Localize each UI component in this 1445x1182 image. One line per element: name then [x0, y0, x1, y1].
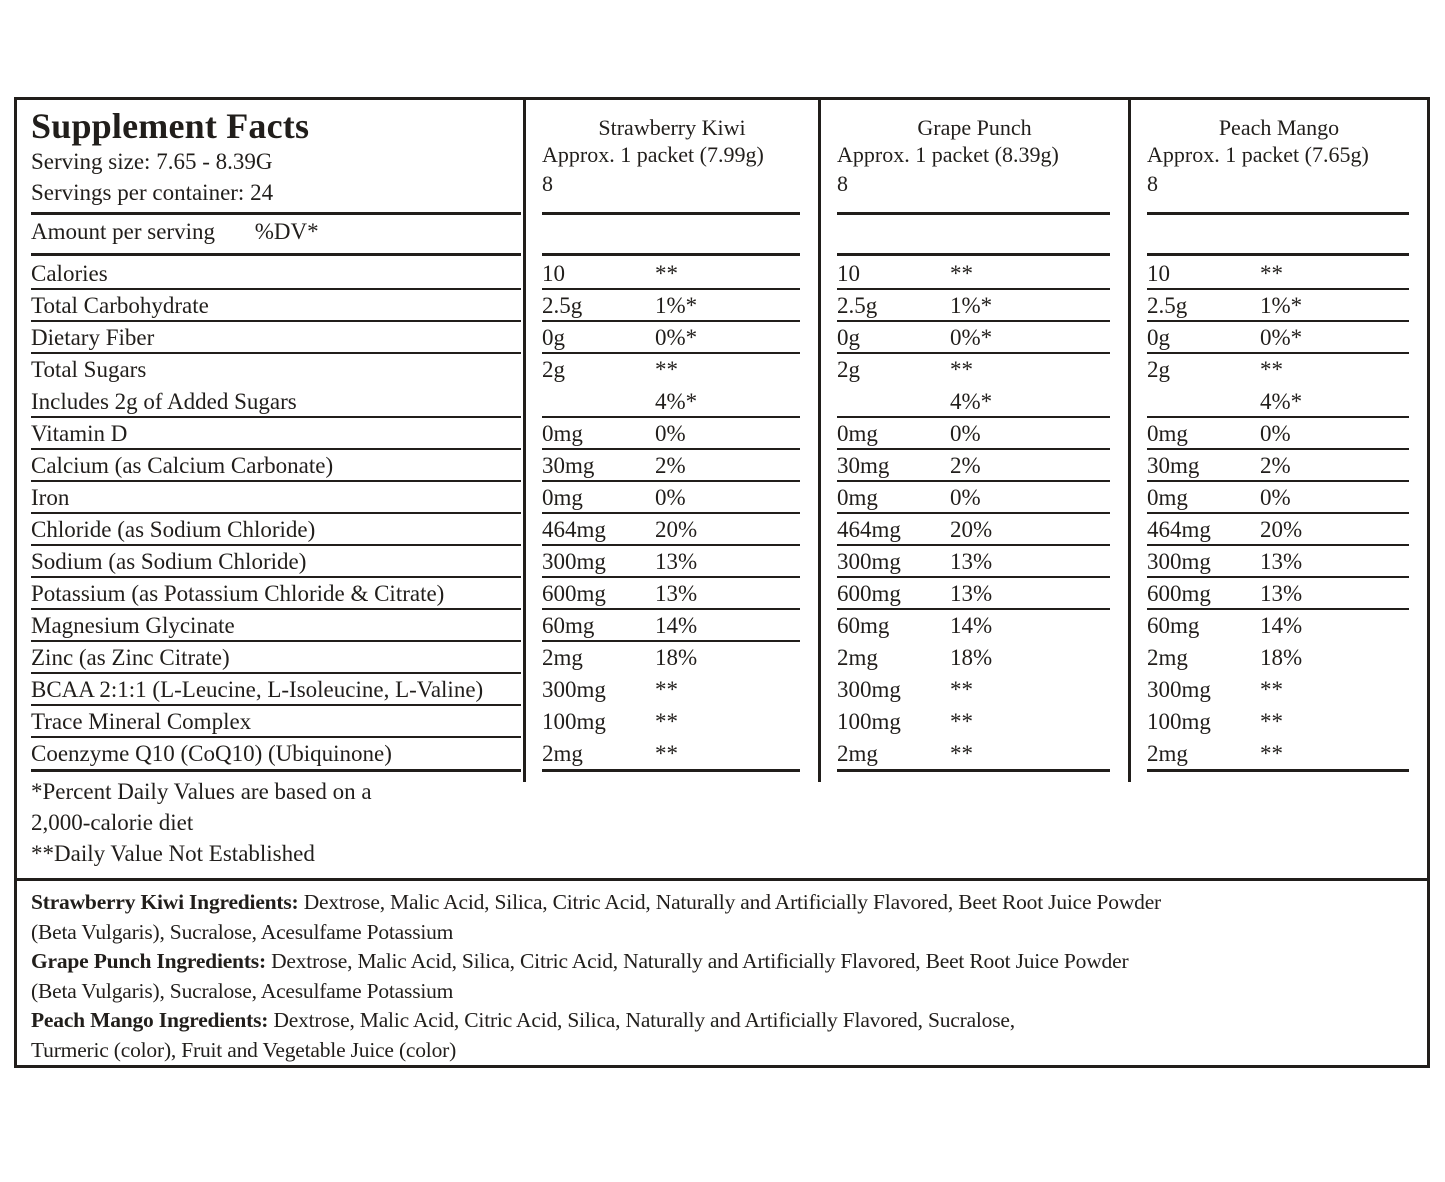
amount-value: 2.5g	[542, 293, 583, 318]
dv-value: 2%	[655, 453, 686, 478]
nutrient-value-row	[526, 706, 818, 738]
dv-value: 1%*	[950, 293, 993, 318]
nutrient-row	[17, 674, 523, 706]
nutrient-value-row	[526, 290, 818, 322]
amount-per-serving-row	[17, 217, 523, 246]
ingredient-line: (Beta Vulgaris), Sucralose, Acesulfame Potassium	[31, 919, 454, 944]
amount-value: 464mg	[837, 517, 901, 542]
nutrient-value-row	[821, 706, 1128, 738]
nutrient-value-row	[1131, 482, 1427, 514]
amount-value: 600mg	[837, 581, 901, 606]
nutrient-value-row	[526, 674, 818, 706]
nutrient-name: Sodium (as Sodium Chloride)	[31, 549, 307, 574]
amount-value: 0mg	[542, 485, 583, 510]
nutrient-name: Trace Mineral Complex	[31, 709, 252, 734]
amount-value: 100mg	[542, 709, 606, 734]
amount-value: 60mg	[542, 613, 595, 638]
panel-title: Supplement Facts	[31, 106, 310, 146]
amount-value: 300mg	[837, 677, 901, 702]
nutrient-name: BCAA 2:1:1 (L-Leucine, L-Isoleucine, L-Valine)	[31, 677, 484, 702]
value-rows	[526, 258, 818, 770]
serving-rule	[1147, 212, 1409, 215]
nutrient-row	[17, 290, 523, 322]
dv-value: 0%	[950, 485, 981, 510]
nutrient-value-row	[1131, 290, 1427, 322]
flavor-packet: Approx. 1 packet (7.99g)	[542, 142, 764, 167]
nutrient-row	[17, 386, 523, 418]
nutrient-value-row	[1131, 706, 1427, 738]
dv-value: 1%*	[655, 293, 698, 318]
nutrient-value-row	[821, 738, 1128, 770]
dv-value: 13%	[1260, 581, 1303, 606]
dv-value: 0%	[655, 421, 686, 446]
amount-value: 300mg	[837, 549, 901, 574]
dv-value: 0%	[1260, 421, 1291, 446]
serving-size: Serving size: 7.65 - 8.39G	[31, 149, 273, 174]
amount-value: 600mg	[1147, 581, 1211, 606]
amount-value: 0mg	[1147, 485, 1188, 510]
dv-value: **	[950, 261, 973, 286]
nutrient-value-row	[1131, 642, 1427, 674]
nutrient-value-row	[1131, 354, 1427, 386]
nutrient-row	[17, 642, 523, 674]
amount-value: 0g	[1147, 325, 1170, 350]
header-rule	[542, 253, 800, 256]
ingredient-line: Strawberry Kiwi Ingredients: Dextrose, Malic Acid, Silica, Citric Acid, Naturally and Artificially Flavored, Beet Root Juice Powder	[31, 890, 1162, 914]
dv-value: **	[655, 357, 678, 382]
dv-value: 4%*	[1260, 389, 1303, 414]
amount-value: 2g	[1147, 357, 1170, 382]
amount-value: 2g	[542, 357, 565, 382]
nutrient-name: Calcium (as Calcium Carbonate)	[31, 453, 334, 478]
dv-value: **	[655, 741, 678, 766]
ingredient-lead: Grape Punch Ingredients:	[31, 949, 266, 973]
amount-value: 0mg	[837, 485, 878, 510]
dv-value: **	[1260, 261, 1283, 286]
amount-value: 60mg	[837, 613, 890, 638]
ingredients-section	[17, 878, 1427, 1065]
ingredient-line: Turmeric (color), Fruit and Vegetable Juice (color)	[31, 1037, 457, 1062]
dv-value: **	[1260, 741, 1283, 766]
dv-value: 14%	[1260, 613, 1303, 638]
ingredient-line: (Beta Vulgaris), Sucralose, Acesulfame Potassium	[31, 978, 454, 1003]
nutrient-row	[17, 354, 523, 386]
nutrient-name: Iron	[31, 485, 70, 510]
amount-value: 10	[542, 261, 565, 286]
nutrient-value-row	[526, 578, 818, 610]
dv-value: 4%*	[950, 389, 993, 414]
amount-value: 2mg	[837, 645, 878, 670]
nutrient-value-row	[821, 546, 1128, 578]
amount-value: 2mg	[542, 741, 583, 766]
nutrient-name: Potassium (as Potassium Chloride & Citrate)	[31, 581, 445, 606]
amount-value: 0g	[837, 325, 860, 350]
dv-value: 2%	[1260, 453, 1291, 478]
nutrient-value-row	[526, 546, 818, 578]
nutrient-value-row	[821, 258, 1128, 290]
nutrient-value-row	[526, 610, 818, 642]
amount-value: 2mg	[837, 741, 878, 766]
nutrient-value-row	[526, 418, 818, 450]
nutrient-value-row	[1131, 738, 1427, 770]
nutrient-value-row	[821, 386, 1128, 418]
nutrient-row	[17, 578, 523, 610]
nutrient-row	[17, 450, 523, 482]
nutrient-value-row	[526, 322, 818, 354]
dv-value: 0%	[1260, 485, 1291, 510]
amount-value: 600mg	[542, 581, 606, 606]
nutrient-name: Dietary Fiber	[31, 325, 155, 350]
nutrient-value-row	[526, 514, 818, 546]
flavor-column-strawberry-kiwi	[523, 100, 818, 782]
bottom-rule	[542, 769, 800, 772]
amount-value: 464mg	[542, 517, 606, 542]
value-rows	[1131, 258, 1427, 770]
footnote-line: **Daily Value Not Established	[31, 841, 315, 866]
flavor-packet-servings: 8	[837, 171, 848, 196]
dv-value: 0%	[950, 421, 981, 446]
nutrient-row	[17, 706, 523, 738]
amount-value: 60mg	[1147, 613, 1200, 638]
nutrient-name: Includes 2g of Added Sugars	[31, 389, 297, 414]
amount-value: 464mg	[1147, 517, 1211, 542]
nutrient-row	[17, 322, 523, 354]
nutrient-value-row	[1131, 546, 1427, 578]
nutrient-name: Zinc (as Zinc Citrate)	[31, 645, 230, 670]
footnotes	[17, 776, 523, 869]
amount-value: 2mg	[1147, 645, 1188, 670]
ingredient-lead: Strawberry Kiwi Ingredients:	[31, 890, 299, 914]
nutrient-value-row	[1131, 450, 1427, 482]
nutrient-row	[17, 514, 523, 546]
bottom-rule	[31, 769, 521, 772]
dv-value: 14%	[950, 613, 993, 638]
dv-value: 20%	[655, 517, 698, 542]
header-rule	[1147, 253, 1409, 256]
amount-value: 10	[1147, 261, 1170, 286]
facts-area	[17, 100, 1427, 878]
dv-value: 1%*	[1260, 293, 1303, 318]
dv-value: 2%	[950, 453, 981, 478]
dv-value: 13%	[950, 581, 993, 606]
dv-value: **	[1260, 709, 1283, 734]
nutrient-row	[17, 610, 523, 642]
dv-value: 13%	[655, 581, 698, 606]
footnote-line: *Percent Daily Values are based on a	[31, 779, 372, 804]
nutrient-value-row	[526, 642, 818, 674]
servings-per-container: Servings per container: 24	[31, 180, 274, 205]
nutrient-value-row	[1131, 386, 1427, 418]
amount-value: 100mg	[1147, 709, 1211, 734]
amount-value: 0mg	[1147, 421, 1188, 446]
ingredient-line: Grape Punch Ingredients: Dextrose, Malic Acid, Silica, Citric Acid, Naturally and Artificially Flavored, Beet Root Juice Powder	[31, 949, 1129, 973]
label-column	[17, 100, 523, 878]
flavor-packet-servings: 8	[1147, 171, 1158, 196]
dv-value: 18%	[655, 645, 698, 670]
amount-value: 2.5g	[1147, 293, 1188, 318]
dv-header-label: %DV*	[254, 219, 319, 244]
dv-value: **	[950, 357, 973, 382]
nutrient-value-row	[821, 578, 1128, 610]
nutrient-value-row	[1131, 418, 1427, 450]
dv-value: 13%	[1260, 549, 1303, 574]
nutrient-value-row	[821, 290, 1128, 322]
amount-value: 300mg	[542, 677, 606, 702]
flavor-packet: Approx. 1 packet (7.65g)	[1147, 142, 1369, 167]
nutrient-value-row	[821, 322, 1128, 354]
nutrient-name: Calories	[31, 261, 108, 286]
amount-value: 2g	[837, 357, 860, 382]
amount-value: 0g	[542, 325, 565, 350]
dv-value: **	[655, 709, 678, 734]
serving-rule	[31, 212, 521, 215]
nutrient-row	[17, 418, 523, 450]
nutrient-value-row	[821, 642, 1128, 674]
nutrient-name: Coenzyme Q10 (CoQ10) (Ubiquinone)	[31, 741, 392, 766]
nutrient-value-row	[821, 674, 1128, 706]
nutrient-value-row	[526, 450, 818, 482]
flavor-packet-servings: 8	[542, 171, 553, 196]
nutrient-value-row	[526, 738, 818, 770]
flavor-column-peach-mango	[1128, 100, 1427, 782]
nutrient-row	[17, 738, 523, 770]
nutrient-row	[17, 482, 523, 514]
nutrient-value-row	[1131, 578, 1427, 610]
dv-value: **	[1260, 357, 1283, 382]
amount-value: 2mg	[1147, 741, 1188, 766]
nutrient-name: Total Carbohydrate	[31, 293, 209, 318]
amount-per-serving-label: Amount per serving	[31, 219, 215, 244]
bottom-rule	[837, 769, 1110, 772]
dv-value: 14%	[655, 613, 698, 638]
dv-value: **	[655, 261, 678, 286]
flavor-title: Strawberry Kiwi	[598, 115, 746, 140]
flavor-title: Peach Mango	[1218, 115, 1340, 140]
dv-value: **	[950, 677, 973, 702]
amount-value: 10	[837, 261, 860, 286]
flavor-column-grape-punch	[818, 100, 1128, 782]
ingredient-line: Peach Mango Ingredients: Dextrose, Malic Acid, Citric Acid, Silica, Naturally and Artificially Flavored, Sucralose,	[31, 1008, 1015, 1032]
dv-value: 18%	[950, 645, 993, 670]
dv-value: **	[950, 709, 973, 734]
nutrient-value-row	[1131, 258, 1427, 290]
nutrient-label-rows	[17, 258, 523, 770]
value-rows	[821, 258, 1128, 770]
nutrient-row	[17, 546, 523, 578]
amount-value: 30mg	[837, 453, 890, 478]
dv-value: 13%	[950, 549, 993, 574]
dv-value: 0%*	[655, 325, 698, 350]
supplement-facts-panel	[14, 97, 1430, 1068]
dv-value: 0%*	[950, 325, 993, 350]
amount-value: 300mg	[1147, 677, 1211, 702]
nutrient-value-row	[1131, 674, 1427, 706]
amount-value: 2mg	[542, 645, 583, 670]
amount-value: 2.5g	[837, 293, 878, 318]
nutrient-value-row	[821, 610, 1128, 642]
header-rule	[837, 253, 1110, 256]
nutrient-value-row	[1131, 514, 1427, 546]
dv-value: **	[950, 741, 973, 766]
nutrient-value-row	[821, 482, 1128, 514]
flavor-title: Grape Punch	[917, 115, 1032, 140]
nutrient-value-row	[821, 354, 1128, 386]
dv-value: 20%	[1260, 517, 1303, 542]
serving-rule	[542, 212, 800, 215]
nutrient-name: Total Sugars	[31, 357, 147, 382]
serving-rule	[837, 212, 1110, 215]
nutrient-row	[17, 258, 523, 290]
ingredient-lead: Peach Mango Ingredients:	[31, 1008, 269, 1032]
nutrient-value-row	[1131, 610, 1427, 642]
flavor-packet: Approx. 1 packet (8.39g)	[837, 142, 1059, 167]
nutrient-name: Vitamin D	[31, 421, 128, 446]
dv-value: **	[1260, 677, 1283, 702]
dv-value: 0%	[655, 485, 686, 510]
nutrient-value-row	[526, 258, 818, 290]
nutrient-name: Chloride (as Sodium Chloride)	[31, 517, 316, 542]
dv-value: 0%*	[1260, 325, 1303, 350]
dv-value: 13%	[655, 549, 698, 574]
nutrient-value-row	[821, 450, 1128, 482]
nutrient-value-row	[821, 418, 1128, 450]
amount-value: 300mg	[542, 549, 606, 574]
dv-value: 4%*	[655, 389, 698, 414]
amount-value: 30mg	[542, 453, 595, 478]
dv-value: 20%	[950, 517, 993, 542]
nutrient-value-row	[526, 354, 818, 386]
amount-value: 300mg	[1147, 549, 1211, 574]
dv-value: 18%	[1260, 645, 1303, 670]
header-rule	[31, 253, 521, 256]
amount-value: 100mg	[837, 709, 901, 734]
nutrient-value-row	[526, 482, 818, 514]
nutrient-name: Magnesium Glycinate	[31, 613, 235, 638]
footnote-line: 2,000-calorie diet	[31, 810, 194, 835]
amount-value: 0mg	[837, 421, 878, 446]
dv-value: **	[655, 677, 678, 702]
nutrient-value-row	[1131, 322, 1427, 354]
bottom-rule	[1147, 769, 1409, 772]
amount-value: 30mg	[1147, 453, 1200, 478]
nutrient-value-row	[821, 514, 1128, 546]
amount-value: 0mg	[542, 421, 583, 446]
nutrient-value-row	[526, 386, 818, 418]
